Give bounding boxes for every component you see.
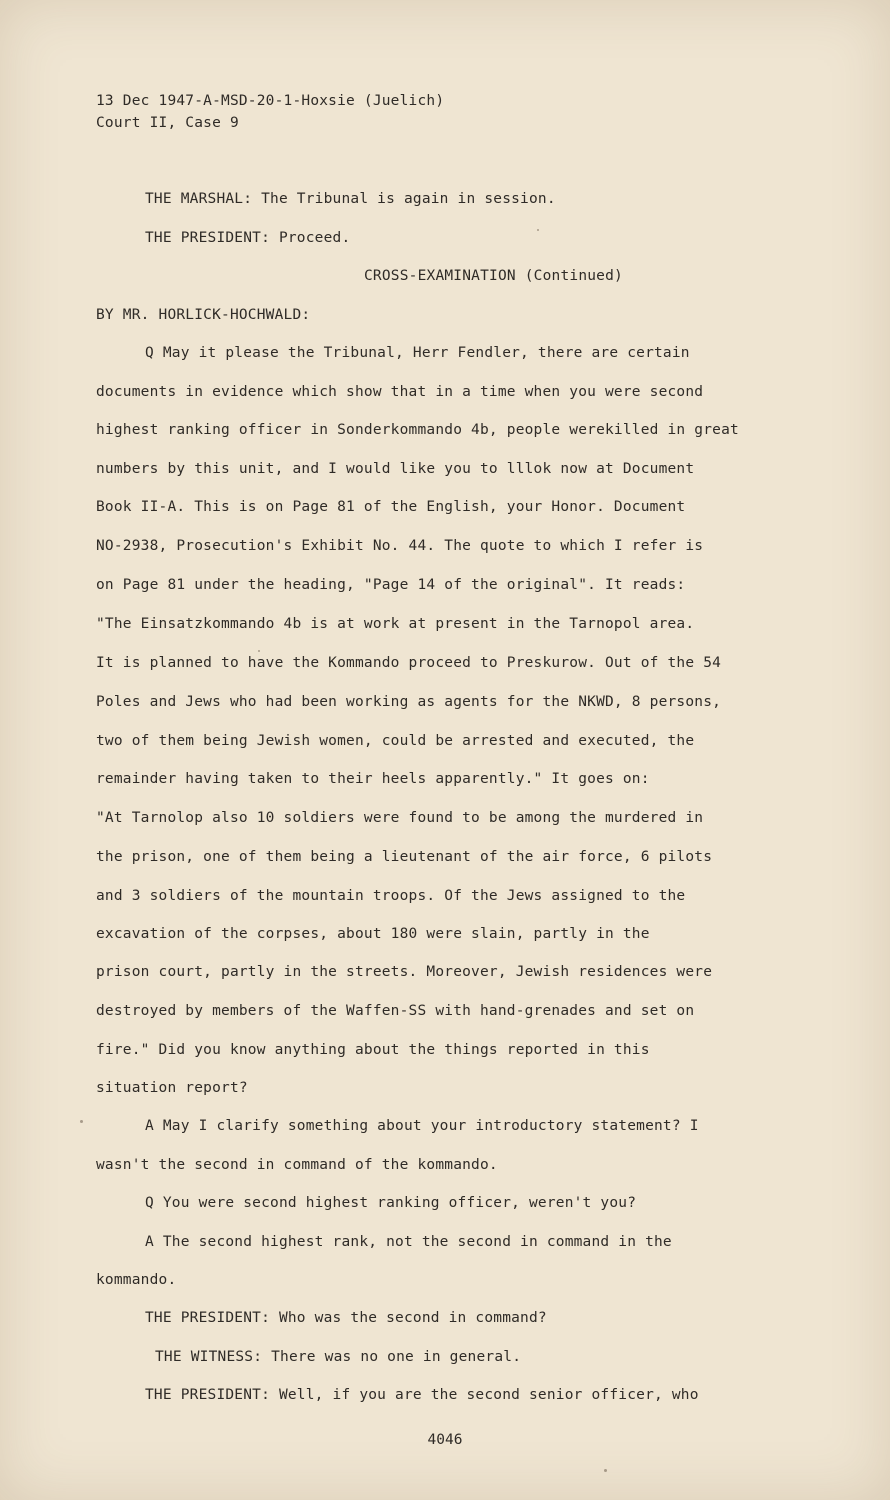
paper-speck <box>537 229 539 231</box>
header-court-line: Court II, Case 9 <box>96 115 239 131</box>
page-number: 4046 <box>427 1432 463 1448</box>
paper-speck <box>80 1120 83 1123</box>
question-line: NO-2938, Prosecution's Exhibit No. 44. The quote to which I refer is <box>96 538 704 554</box>
witness-answer: THE WITNESS: There was no one in general. <box>155 1349 522 1365</box>
quoted-report-line: two of them being Jewish women, could be arrested and executed, the <box>96 733 695 749</box>
paper-speck <box>604 1469 607 1472</box>
answer-line: A The second highest rank, not the second in command in the <box>145 1234 672 1250</box>
quoted-report-line: fire." Did you know anything about the things reported in this <box>96 1042 650 1058</box>
president-question: THE PRESIDENT: Who was the second in command? <box>145 1310 547 1326</box>
quoted-report-line: remainder having taken to their heels apparently." It goes on: <box>96 771 650 787</box>
question-line: Book II-A. This is on Page 81 of the English, your Honor. Document <box>96 499 686 515</box>
question-line: numbers by this unit, and I would like you to lllok now at Document <box>96 461 695 477</box>
president-question: THE PRESIDENT: Well, if you are the second senior officer, who <box>145 1387 699 1403</box>
marshal-statement: THE MARSHAL: The Tribunal is again in session. <box>145 191 556 207</box>
quoted-report-line: destroyed by members of the Waffen-SS with hand-grenades and set on <box>96 1003 695 1019</box>
president-proceed: THE PRESIDENT: Proceed. <box>145 230 351 246</box>
quoted-report-line: prison court, partly in the streets. Moreover, Jewish residences were <box>96 964 713 980</box>
quoted-report-line: the prison, one of them being a lieutenant of the air force, 6 pilots <box>96 849 713 865</box>
question-line: documents in evidence which show that in a time when you were second <box>96 384 704 400</box>
question-line: Q May it please the Tribunal, Herr Fendler, there are certain <box>145 345 690 361</box>
quoted-report-line: "At Tarnolop also 10 soldiers were found to be among the murdered in <box>96 810 704 826</box>
answer-line: kommando. <box>96 1272 177 1288</box>
answer-line: wasn't the second in command of the kommando. <box>96 1157 498 1173</box>
quoted-report-line: and 3 soldiers of the mountain troops. Of the Jews assigned to the <box>96 888 686 904</box>
quoted-report-line: It is planned to have the Kommando proceed to Preskurow. Out of the 54 <box>96 655 722 671</box>
question-line: highest ranking officer in Sonderkommando 4b, people werekilled in great <box>96 422 739 438</box>
header-reference-line: 13 Dec 1947-A-MSD-20-1-Hoxsie (Juelich) <box>96 93 445 109</box>
quoted-report-line: Poles and Jews who had been working as agents for the NKWD, 8 persons, <box>96 694 722 710</box>
answer-line: A May I clarify something about your introductory statement? I <box>145 1118 699 1134</box>
quoted-report-line: "The Einsatzkommando 4b is at work at present in the Tarnopol area. <box>96 616 695 632</box>
question-line: situation report? <box>96 1080 248 1096</box>
quoted-report-line: excavation of the corpses, about 180 were slain, partly in the <box>96 926 650 942</box>
examiner-line: BY MR. HORLICK-HOCHWALD: <box>96 307 311 323</box>
question-line: on Page 81 under the heading, "Page 14 of the original". It reads: <box>96 577 686 593</box>
question-line: Q You were second highest ranking officer, weren't you? <box>145 1195 637 1211</box>
paper-speck <box>258 650 260 652</box>
section-heading: CROSS-EXAMINATION (Continued) <box>364 268 623 284</box>
